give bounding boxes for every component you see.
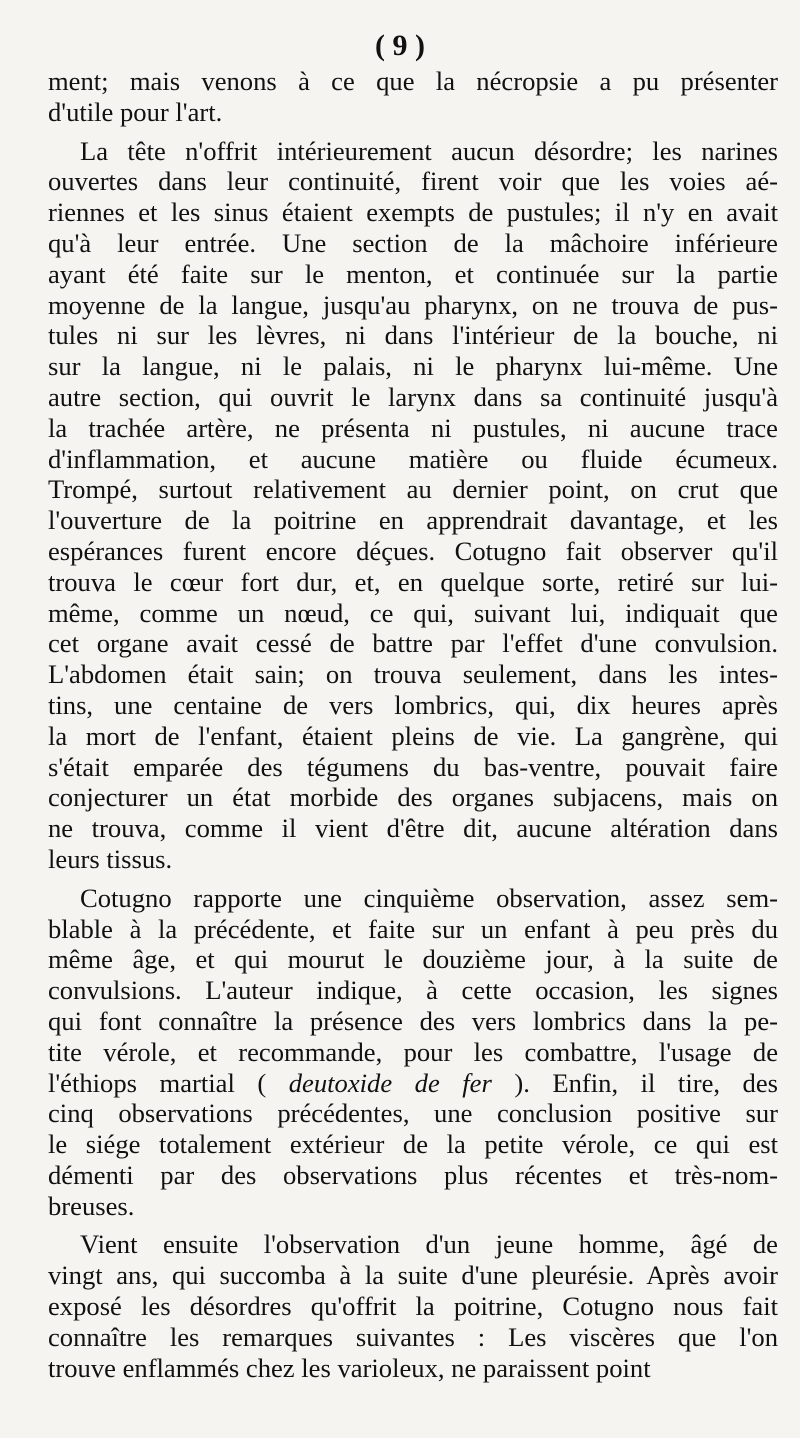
paragraph — [48, 883, 778, 1222]
text-line: exposé les désordres qu'offrit la poitrine, Cotugno nous fait — [48, 1291, 778, 1322]
text-line: tite vérole, et recommande, pour les combattre, l'usage de — [48, 1036, 778, 1067]
text-line: leurs tissus. — [48, 843, 173, 874]
text-line: même, comme un nœud, ce qui, suivant lui, indiquait que — [48, 597, 778, 628]
text-line: La tête n'offrit intérieurement aucun désordre; les narines — [80, 135, 778, 166]
italic-text: deutoxide de fer — [288, 1067, 492, 1098]
text-line: d'inflammation, et aucune matière ou fluide écumeux. — [48, 443, 778, 474]
text-line: riennes et les sinus étaient exempts de pustules; il n'y en avait — [48, 197, 778, 228]
text-line: sur la langue, ni le palais, ni le pharynx lui-même. Une — [48, 351, 778, 382]
text-line: vingt ans, qui succomba à la suite d'une pleurésie. Après avoir — [48, 1260, 778, 1291]
text-line: trouve enflammés chez les varioleux, ne paraissent point — [48, 1352, 651, 1383]
text-line: convulsions. L'auteur indique, à cette occasion, les signes — [48, 975, 778, 1006]
text-line: Trompé, surtout relativement au dernier point, on crut que — [48, 474, 778, 505]
text-line: L'abdomen était sain; on trouva seulement, dans les intes- — [48, 659, 778, 690]
text-line: ment; mais venons à ce que la nécropsie a pu présenter — [48, 66, 778, 96]
text-line: qui font connaître la présence des vers lombrics dans la pe- — [48, 1005, 778, 1036]
text-line: d'utile pour l'art. — [48, 96, 223, 127]
text-line: Vient ensuite l'observation d'un jeune homme, âgé de — [80, 1229, 778, 1260]
text-line: tules ni sur les lèvres, ni dans l'intérieur de la bouche, ni — [48, 320, 778, 351]
text-line: la mort de l'enfant, étaient pleins de vie. La gangrène, qui — [48, 720, 778, 751]
text-line: ayant été faite sur le menton, et continuée sur la partie — [48, 258, 778, 289]
text-line: connaître les remarques suivantes : Les viscères que l'on — [48, 1321, 778, 1352]
body-text — [48, 66, 778, 1383]
text-line: autre section, qui ouvrit le larynx dans sa continuité jusqu'à — [48, 381, 778, 412]
text-line: Cotugno rapporte une cinquième observation, assez sem- — [80, 882, 778, 913]
paragraph — [48, 1229, 778, 1383]
text-line: tins, une centaine de vers lombrics, qui, dix heures après — [48, 689, 778, 720]
text-line: trouva le cœur fort dur, et, en quelque sorte, retiré sur lui- — [48, 566, 778, 597]
paragraph — [48, 136, 778, 875]
text-line: cinq observations précédentes, une conclusion positive sur — [48, 1098, 778, 1129]
text-line: qu'à leur entrée. Une section de la mâchoire inférieure — [48, 227, 778, 258]
text-line: blable à la précédente, et faite sur un enfant à peu près du — [48, 913, 778, 944]
text-line: l'ouverture de la poitrine en apprendrait davantage, et les — [48, 505, 778, 536]
text-line: s'était emparée des tégumens du bas-ventre, pouvait faire — [48, 751, 778, 782]
text-line: démenti par des observations plus récentes et très-nom- — [48, 1159, 778, 1190]
text-line: moyenne de la langue, jusqu'au pharynx, on ne trouva de pus- — [48, 289, 778, 320]
text-line: la trachée artère, ne présenta ni pustules, ni aucune trace — [48, 412, 778, 443]
text-line: le siége totalement extérieur de la petite vérole, ce qui est — [48, 1129, 778, 1160]
paragraph — [48, 66, 778, 128]
page-number: ( 9 ) — [375, 29, 425, 62]
text-line: cet organe avait cessé de battre par l'effet d'une convulsion. — [48, 628, 778, 659]
text-line: conjecturer un état morbide des organes subjacens, mais on — [48, 782, 778, 813]
text-line: ne trouva, comme il vient d'être dit, aucune altération dans — [48, 813, 778, 844]
text-line: espérances furent encore déçues. Cotugno fait observer qu'il — [48, 535, 778, 566]
text-line: l'éthiops martial ( deutoxide de fer ). Enfin, il tire, des — [48, 1067, 778, 1098]
text-line: même âge, et qui mourut le douzième jour, à la suite de — [48, 944, 778, 975]
text-line: breuses. — [48, 1190, 135, 1221]
text-line: ouvertes dans leur continuité, firent voir que les voies aé- — [48, 166, 778, 197]
